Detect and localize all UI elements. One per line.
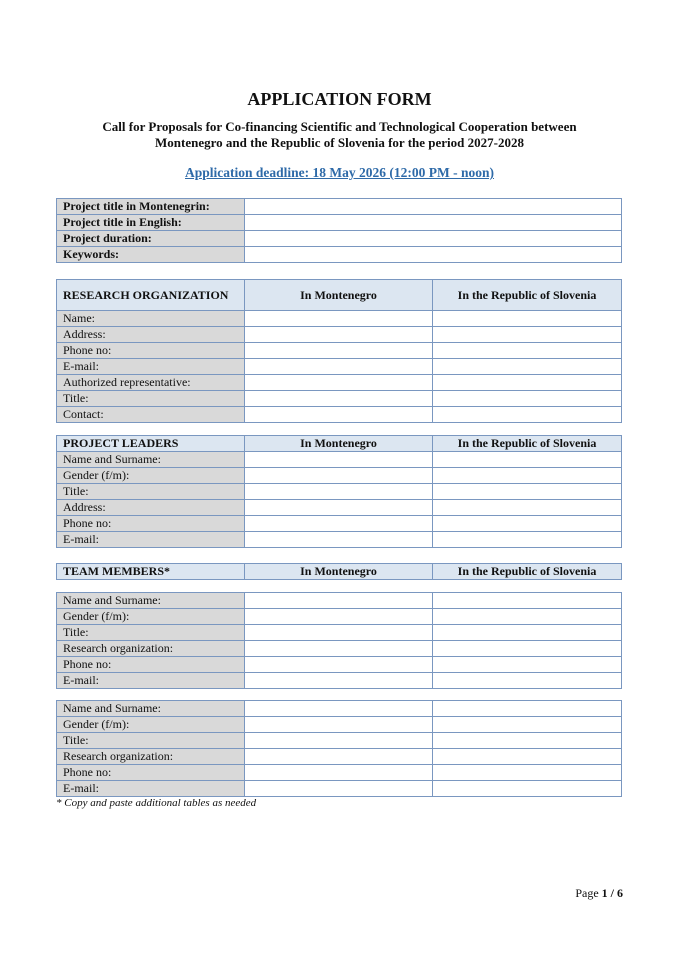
row-label: E-mail:: [57, 781, 245, 797]
representative-mne-input[interactable]: [245, 375, 433, 391]
subtitle-line-1: Call for Proposals for Co-financing Scientific and Technological Cooperation between: [102, 119, 577, 134]
row-label: Gender (f/m):: [57, 468, 245, 484]
col-header-slovenia: In the Republic of Slovenia: [433, 564, 622, 580]
table-row: [57, 215, 622, 231]
table-row: [57, 391, 622, 407]
col-header-montenegro: In Montenegro: [245, 436, 433, 452]
leader-name-slo-input[interactable]: [433, 452, 622, 468]
table-row: [57, 657, 622, 673]
address-mne-input[interactable]: [245, 327, 433, 343]
row-label: Gender (f/m):: [57, 609, 245, 625]
table-row: [57, 532, 622, 548]
member1-title-mne-input[interactable]: [245, 625, 433, 641]
keywords-input[interactable]: [245, 247, 622, 263]
table-row: [57, 673, 622, 689]
row-label: Name and Surname:: [57, 701, 245, 717]
application-deadline: [0, 165, 679, 181]
table-row: [57, 484, 622, 500]
row-label: Name and Surname:: [57, 593, 245, 609]
team-members-header-table: [56, 563, 622, 580]
table-row: [57, 231, 622, 247]
table-row: [57, 452, 622, 468]
deadline-text: Application deadline: 18 May 2026 (12:00 PM - noon): [185, 165, 494, 180]
contact-mne-input[interactable]: [245, 407, 433, 423]
phone-slo-input[interactable]: [433, 343, 622, 359]
title-slo-input[interactable]: [433, 391, 622, 407]
member2-org-mne-input[interactable]: [245, 749, 433, 765]
project-duration-label: Project duration:: [57, 231, 245, 247]
project-leaders-table: [56, 435, 622, 548]
member1-gender-mne-input[interactable]: [245, 609, 433, 625]
table-row: [57, 641, 622, 657]
row-label: Research organization:: [57, 749, 245, 765]
table-row: [57, 199, 622, 215]
leader-phone-slo-input[interactable]: [433, 516, 622, 532]
member2-gender-slo-input[interactable]: [433, 717, 622, 733]
table-row: [57, 717, 622, 733]
member2-email-slo-input[interactable]: [433, 781, 622, 797]
table-row: [57, 311, 622, 327]
row-label: Phone no:: [57, 765, 245, 781]
leader-title-slo-input[interactable]: [433, 484, 622, 500]
research-org-header: RESEARCH ORGANIZATION: [57, 280, 245, 311]
row-label: Address:: [57, 500, 245, 516]
member2-gender-mne-input[interactable]: [245, 717, 433, 733]
table-header-row: [57, 280, 622, 311]
col-header-montenegro: In Montenegro: [245, 280, 433, 311]
leader-email-mne-input[interactable]: [245, 532, 433, 548]
row-label: Research organization:: [57, 641, 245, 657]
member1-org-slo-input[interactable]: [433, 641, 622, 657]
table-row: [57, 749, 622, 765]
form-title: APPLICATION FORM: [247, 89, 432, 109]
leader-phone-mne-input[interactable]: [245, 516, 433, 532]
table-row: [57, 247, 622, 263]
member2-name-mne-input[interactable]: [245, 701, 433, 717]
representative-slo-input[interactable]: [433, 375, 622, 391]
project-duration-input[interactable]: [245, 231, 622, 247]
row-label: Name:: [57, 311, 245, 327]
row-label: E-mail:: [57, 673, 245, 689]
table-header-row: [57, 564, 622, 580]
table-row: [57, 765, 622, 781]
member1-title-slo-input[interactable]: [433, 625, 622, 641]
row-label: Name and Surname:: [57, 452, 245, 468]
member2-phone-mne-input[interactable]: [245, 765, 433, 781]
table-header-row: [57, 436, 622, 452]
table-row: [57, 343, 622, 359]
member2-org-slo-input[interactable]: [433, 749, 622, 765]
row-label: Title:: [57, 484, 245, 500]
table-row: [57, 781, 622, 797]
leader-gender-mne-input[interactable]: [245, 468, 433, 484]
member2-title-mne-input[interactable]: [245, 733, 433, 749]
row-label: Title:: [57, 625, 245, 641]
table-row: [57, 359, 622, 375]
row-label: Authorized representative:: [57, 375, 245, 391]
team-members-header: TEAM MEMBERS*: [57, 564, 245, 580]
table-row: [57, 609, 622, 625]
project-leaders-header: PROJECT LEADERS: [57, 436, 245, 452]
research-organization-table: [56, 279, 622, 423]
member1-email-mne-input[interactable]: [245, 673, 433, 689]
member1-org-mne-input[interactable]: [245, 641, 433, 657]
table-row: [57, 375, 622, 391]
page-number: [575, 886, 623, 901]
footnote: * Copy and paste additional tables as needed: [56, 797, 257, 809]
email-mne-input[interactable]: [245, 359, 433, 375]
phone-mne-input[interactable]: [245, 343, 433, 359]
row-label: Phone no:: [57, 343, 245, 359]
table-row: [57, 593, 622, 609]
project-title-mne-input[interactable]: [245, 199, 622, 215]
project-info-table: [56, 198, 622, 263]
table-row: [57, 701, 622, 717]
leader-address-mne-input[interactable]: [245, 500, 433, 516]
form-subtitle: [0, 119, 679, 151]
leader-gender-slo-input[interactable]: [433, 468, 622, 484]
row-label: E-mail:: [57, 532, 245, 548]
page-current: 1: [601, 886, 608, 900]
member2-title-slo-input[interactable]: [433, 733, 622, 749]
subtitle-line-2: Montenegro and the Republic of Slovenia for the period 2027-2028: [155, 135, 524, 150]
row-label: Contact:: [57, 407, 245, 423]
name-slo-input[interactable]: [433, 311, 622, 327]
project-title-eng-input[interactable]: [245, 215, 622, 231]
table-row: [57, 625, 622, 641]
project-title-mne-label: Project title in Montenegrin:: [57, 199, 245, 215]
member2-name-slo-input[interactable]: [433, 701, 622, 717]
col-header-slovenia: In the Republic of Slovenia: [433, 280, 622, 311]
member2-phone-slo-input[interactable]: [433, 765, 622, 781]
table-row: [57, 468, 622, 484]
address-slo-input[interactable]: [433, 327, 622, 343]
email-slo-input[interactable]: [433, 359, 622, 375]
keywords-label: Keywords:: [57, 247, 245, 263]
leader-title-mne-input[interactable]: [245, 484, 433, 500]
row-label: Gender (f/m):: [57, 717, 245, 733]
col-header-slovenia: In the Republic of Slovenia: [433, 436, 622, 452]
row-label: Address:: [57, 327, 245, 343]
col-header-montenegro: In Montenegro: [245, 564, 433, 580]
contact-slo-input[interactable]: [433, 407, 622, 423]
member1-name-slo-input[interactable]: [433, 593, 622, 609]
row-label: E-mail:: [57, 359, 245, 375]
leader-address-slo-input[interactable]: [433, 500, 622, 516]
row-label: Phone no:: [57, 516, 245, 532]
table-row: [57, 516, 622, 532]
row-label: Title:: [57, 391, 245, 407]
page-total: 6: [617, 886, 623, 900]
table-row: [57, 407, 622, 423]
team-member-table-2: [56, 700, 622, 797]
title-mne-input[interactable]: [245, 391, 433, 407]
table-row: [57, 327, 622, 343]
member1-gender-slo-input[interactable]: [433, 609, 622, 625]
page-label: Page: [575, 886, 599, 900]
row-label: Title:: [57, 733, 245, 749]
page-separator: /: [610, 886, 614, 900]
name-mne-input[interactable]: [245, 311, 433, 327]
member1-phone-mne-input[interactable]: [245, 657, 433, 673]
leader-email-slo-input[interactable]: [433, 532, 622, 548]
leader-name-mne-input[interactable]: [245, 452, 433, 468]
team-member-table-1: [56, 592, 622, 689]
row-label: Phone no:: [57, 657, 245, 673]
table-row: [57, 733, 622, 749]
member1-name-mne-input[interactable]: [245, 593, 433, 609]
member1-phone-slo-input[interactable]: [433, 657, 622, 673]
member2-email-mne-input[interactable]: [245, 781, 433, 797]
table-row: [57, 500, 622, 516]
project-title-eng-label: Project title in English:: [57, 215, 245, 231]
member1-email-slo-input[interactable]: [433, 673, 622, 689]
